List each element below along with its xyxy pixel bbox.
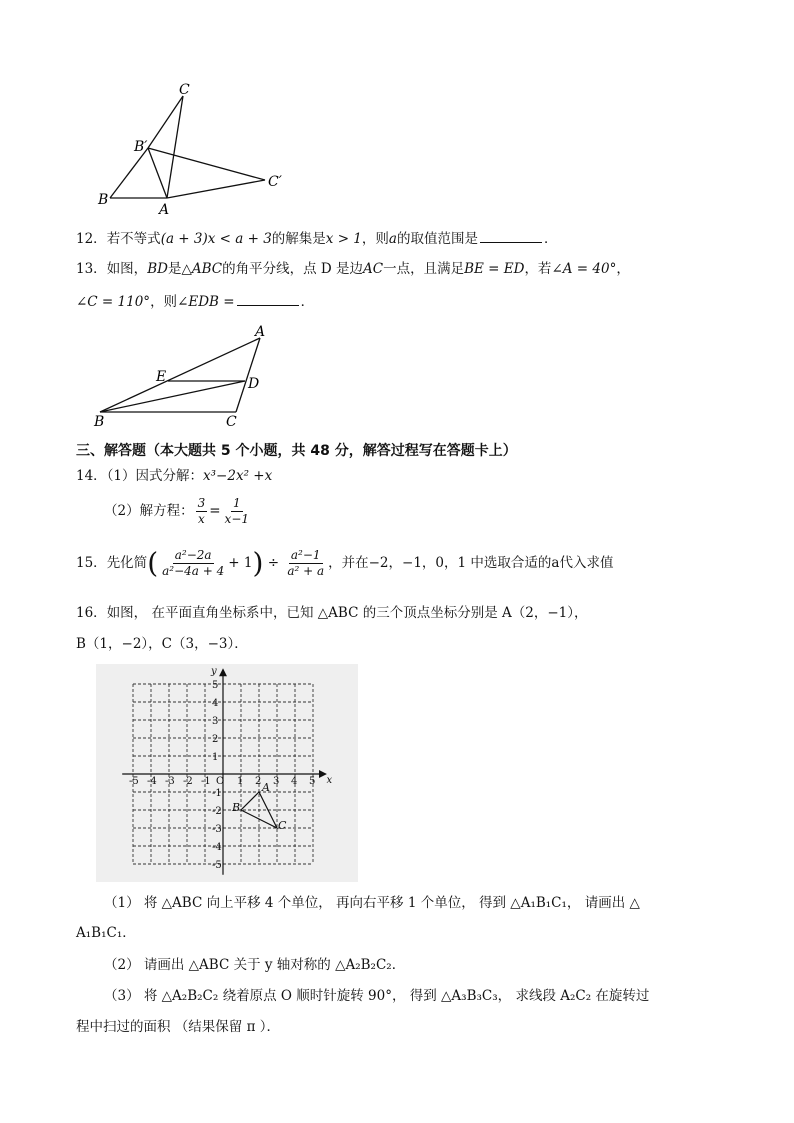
y-tick-label: -1 (212, 788, 222, 799)
math: ∠C = 110° (76, 294, 151, 310)
fraction (196, 496, 208, 527)
text: 是 (167, 261, 182, 277)
y-tick-label: 3 (212, 716, 219, 727)
origin-label: O (216, 776, 225, 787)
x-axis-label: x (326, 775, 333, 786)
math: + 1 (228, 555, 253, 571)
label-B: B (94, 414, 105, 430)
label-D: D (248, 376, 260, 392)
point-B-label: B (232, 801, 241, 814)
math: BE = ED (464, 261, 525, 277)
text: 如图， (106, 261, 148, 277)
question-16-line1 (76, 603, 587, 623)
question-13-line1 (76, 259, 630, 279)
y-axis-label: y (211, 666, 217, 678)
text: ，并在−2，−1，0，1 中选取合适的a代入求值 (328, 555, 614, 571)
label-A: A (255, 324, 266, 340)
question-16-sub3a: （3） 将 △A₂B₂C₂ 绕着原点 O 顺时针旋转 90°， 得到 △A₃B₃C₃， 求线段 A₂C₂ 在旋转过 (104, 988, 650, 1004)
fraction (223, 496, 251, 527)
denominator: x (198, 512, 205, 526)
text: 的角平分线，点 D 是边 (222, 261, 363, 277)
y-tick-label: -3 (212, 824, 222, 835)
point-A-label: A (262, 781, 270, 794)
question-14-part2 (104, 494, 253, 528)
denominator: x−1 (224, 512, 250, 526)
numerator: a²−2a (174, 548, 212, 562)
math: ∠EDB = (177, 294, 235, 310)
text: 的取值范围是 (396, 231, 478, 247)
question-number: 12． (76, 231, 107, 247)
text: ，若 (524, 261, 552, 277)
text: （1）因式分解： (106, 468, 204, 484)
y-tick-label: 5 (212, 680, 219, 691)
text: 一点，且满足 (383, 261, 465, 277)
numerator: a²−1 (290, 548, 321, 562)
math: △ABC (181, 261, 223, 277)
figure-q11 (90, 80, 300, 220)
coordinate-grid (96, 664, 358, 882)
math: ÷ (267, 555, 280, 571)
x-tick-label: -2 (183, 776, 193, 787)
label-B: B (98, 192, 109, 208)
text: 的解集是 (271, 231, 326, 247)
denominator: a² + a (287, 564, 325, 578)
question-13-line2 (76, 291, 314, 312)
numerator: 1 (232, 496, 241, 510)
math: x > 1 (325, 231, 362, 247)
math: a (388, 231, 397, 247)
section-heading: 三、解答题（本大题共 5 个小题，共 48 分，解答过程写在答题卡上） (76, 443, 517, 459)
label-C-prime: C′ (268, 174, 282, 190)
question-number: 16． (76, 605, 107, 621)
y-tick-label: -5 (212, 860, 222, 871)
question-number: 14． (76, 468, 107, 484)
x-tick-label: 2 (255, 776, 262, 787)
text: ． (300, 294, 315, 310)
x-tick-label: 3 (273, 776, 280, 787)
x-tick-label: -1 (201, 776, 211, 787)
x-tick-label: 4 (291, 776, 298, 787)
question-number: 15． (76, 555, 107, 571)
question-14-part1 (76, 466, 272, 486)
x-tick-label: -3 (165, 776, 175, 787)
question-16-sub3b: 程中扫过的面积 （结果保留 π ）． (76, 1019, 280, 1035)
denominator: a²−4a + 4 (162, 564, 225, 578)
x-tick-label: 1 (237, 776, 244, 787)
question-16-line2: B（1，−2），C（3，−3）． (76, 636, 248, 652)
question-15: 15．先化简( $\frac{\text{a²−2a}}{\text{a²−4a + 4}}$ + 1) ÷ $\frac{\text{a²−1}}{\text{a² + a}}$ ，并在−2，−1，0，1 中选取合适的a代入求值 (76, 546, 614, 580)
text: 先化简 (106, 555, 148, 571)
equals: = (209, 503, 221, 519)
text: ． (543, 231, 558, 247)
text: 如图， 在平面直角坐标系中，已知 △ABC 的三个顶点坐标分别是 A（2，−1）， (106, 605, 588, 621)
x-tick-label: -4 (147, 776, 157, 787)
question-12 (76, 228, 557, 249)
label-B-prime: B′ (134, 139, 148, 155)
text: 若不等式 (106, 231, 161, 247)
label-A: A (159, 202, 170, 218)
figure-q13 (88, 320, 288, 432)
question-16-sub2: （2） 请画出 △ABC 关于 y 轴对称的 △A₂B₂C₂． (104, 957, 406, 973)
answer-blank[interactable] (237, 291, 299, 306)
question-16-sub1a: （1） 将 △ABC 向上平移 4 个单位， 再向右平移 1 个单位， 得到 △A₁B₁C₁， 请画出 △ (104, 895, 640, 911)
math: AC (362, 261, 384, 277)
label-E: E (156, 369, 167, 385)
y-tick-label: 2 (212, 734, 219, 745)
text: ， (616, 261, 630, 277)
x-tick-label: 5 (309, 776, 316, 787)
point-C-label: C (278, 819, 287, 832)
text: ，则 (150, 294, 178, 310)
y-tick-label: 1 (212, 752, 219, 763)
fraction (285, 548, 326, 579)
text: ，则 (361, 231, 389, 247)
y-tick-label: -2 (212, 806, 222, 817)
x-tick-label: -5 (129, 776, 139, 787)
fraction (160, 548, 226, 579)
math: ∠A = 40° (551, 261, 617, 277)
y-tick-label: -4 (212, 842, 222, 853)
label-C: C (179, 82, 190, 98)
numerator: 3 (197, 496, 206, 510)
math: BD (147, 261, 168, 277)
y-tick-label: 4 (212, 698, 219, 709)
question-16-sub1b: A₁B₁C₁． (76, 925, 136, 941)
math: (a + 3)x < a + 3 (160, 231, 272, 247)
text: （2）解方程： (104, 503, 194, 519)
question-number: 13． (76, 261, 107, 277)
label-C: C (226, 414, 237, 430)
answer-blank[interactable] (480, 228, 542, 243)
math: x³−2x² +x (203, 468, 273, 484)
